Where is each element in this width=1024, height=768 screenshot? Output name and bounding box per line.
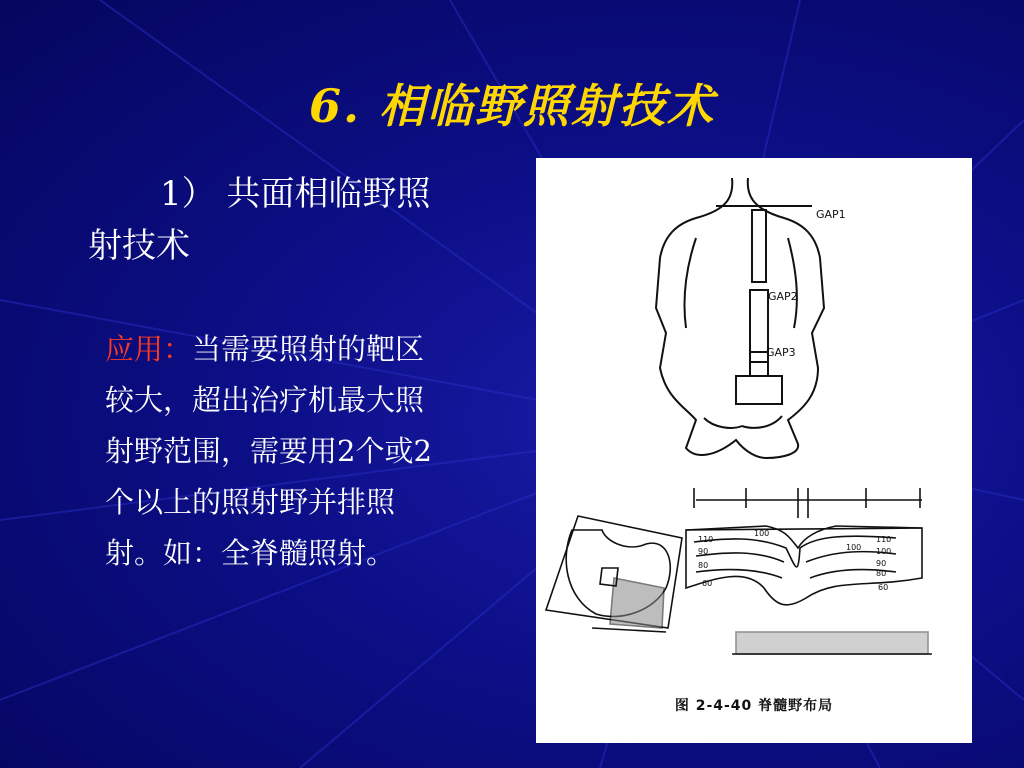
gap3-label: GAP3	[766, 346, 796, 359]
svg-text:90: 90	[876, 559, 887, 568]
svg-text:110: 110	[698, 535, 714, 544]
svg-text:60: 60	[702, 579, 713, 588]
svg-text:110: 110	[876, 535, 892, 544]
slide-subtitle: 1） 共面相临野照射技术	[88, 174, 431, 266]
svg-text:60: 60	[878, 583, 889, 592]
svg-text:100: 100	[754, 529, 770, 538]
body-rest: 当需要照射的靶区较大，超出治疗机最大照射野范围，需要用2个或2个以上的照射野并排照射。如：全脊髓照射。	[105, 332, 432, 570]
svg-text:80: 80	[876, 569, 887, 578]
spine-field-diagram	[536, 158, 972, 743]
gap1-label: GAP1	[816, 208, 846, 221]
body-paragraph	[105, 324, 435, 579]
svg-text:90: 90	[698, 547, 709, 556]
slide-title: 6. 相临野照射技术	[308, 79, 716, 133]
torso-outline	[656, 178, 824, 458]
body-lead: 应用：	[105, 332, 193, 366]
svg-text:80: 80	[698, 561, 709, 570]
svg-text:100: 100	[846, 543, 862, 552]
svg-text:100: 100	[876, 547, 892, 556]
figure-caption: 图 2-4-40 脊髓野布局	[674, 698, 834, 714]
spine-field-figure	[536, 158, 972, 743]
gap2-label: GAP2	[768, 290, 798, 303]
isodose-diagram	[546, 488, 932, 654]
